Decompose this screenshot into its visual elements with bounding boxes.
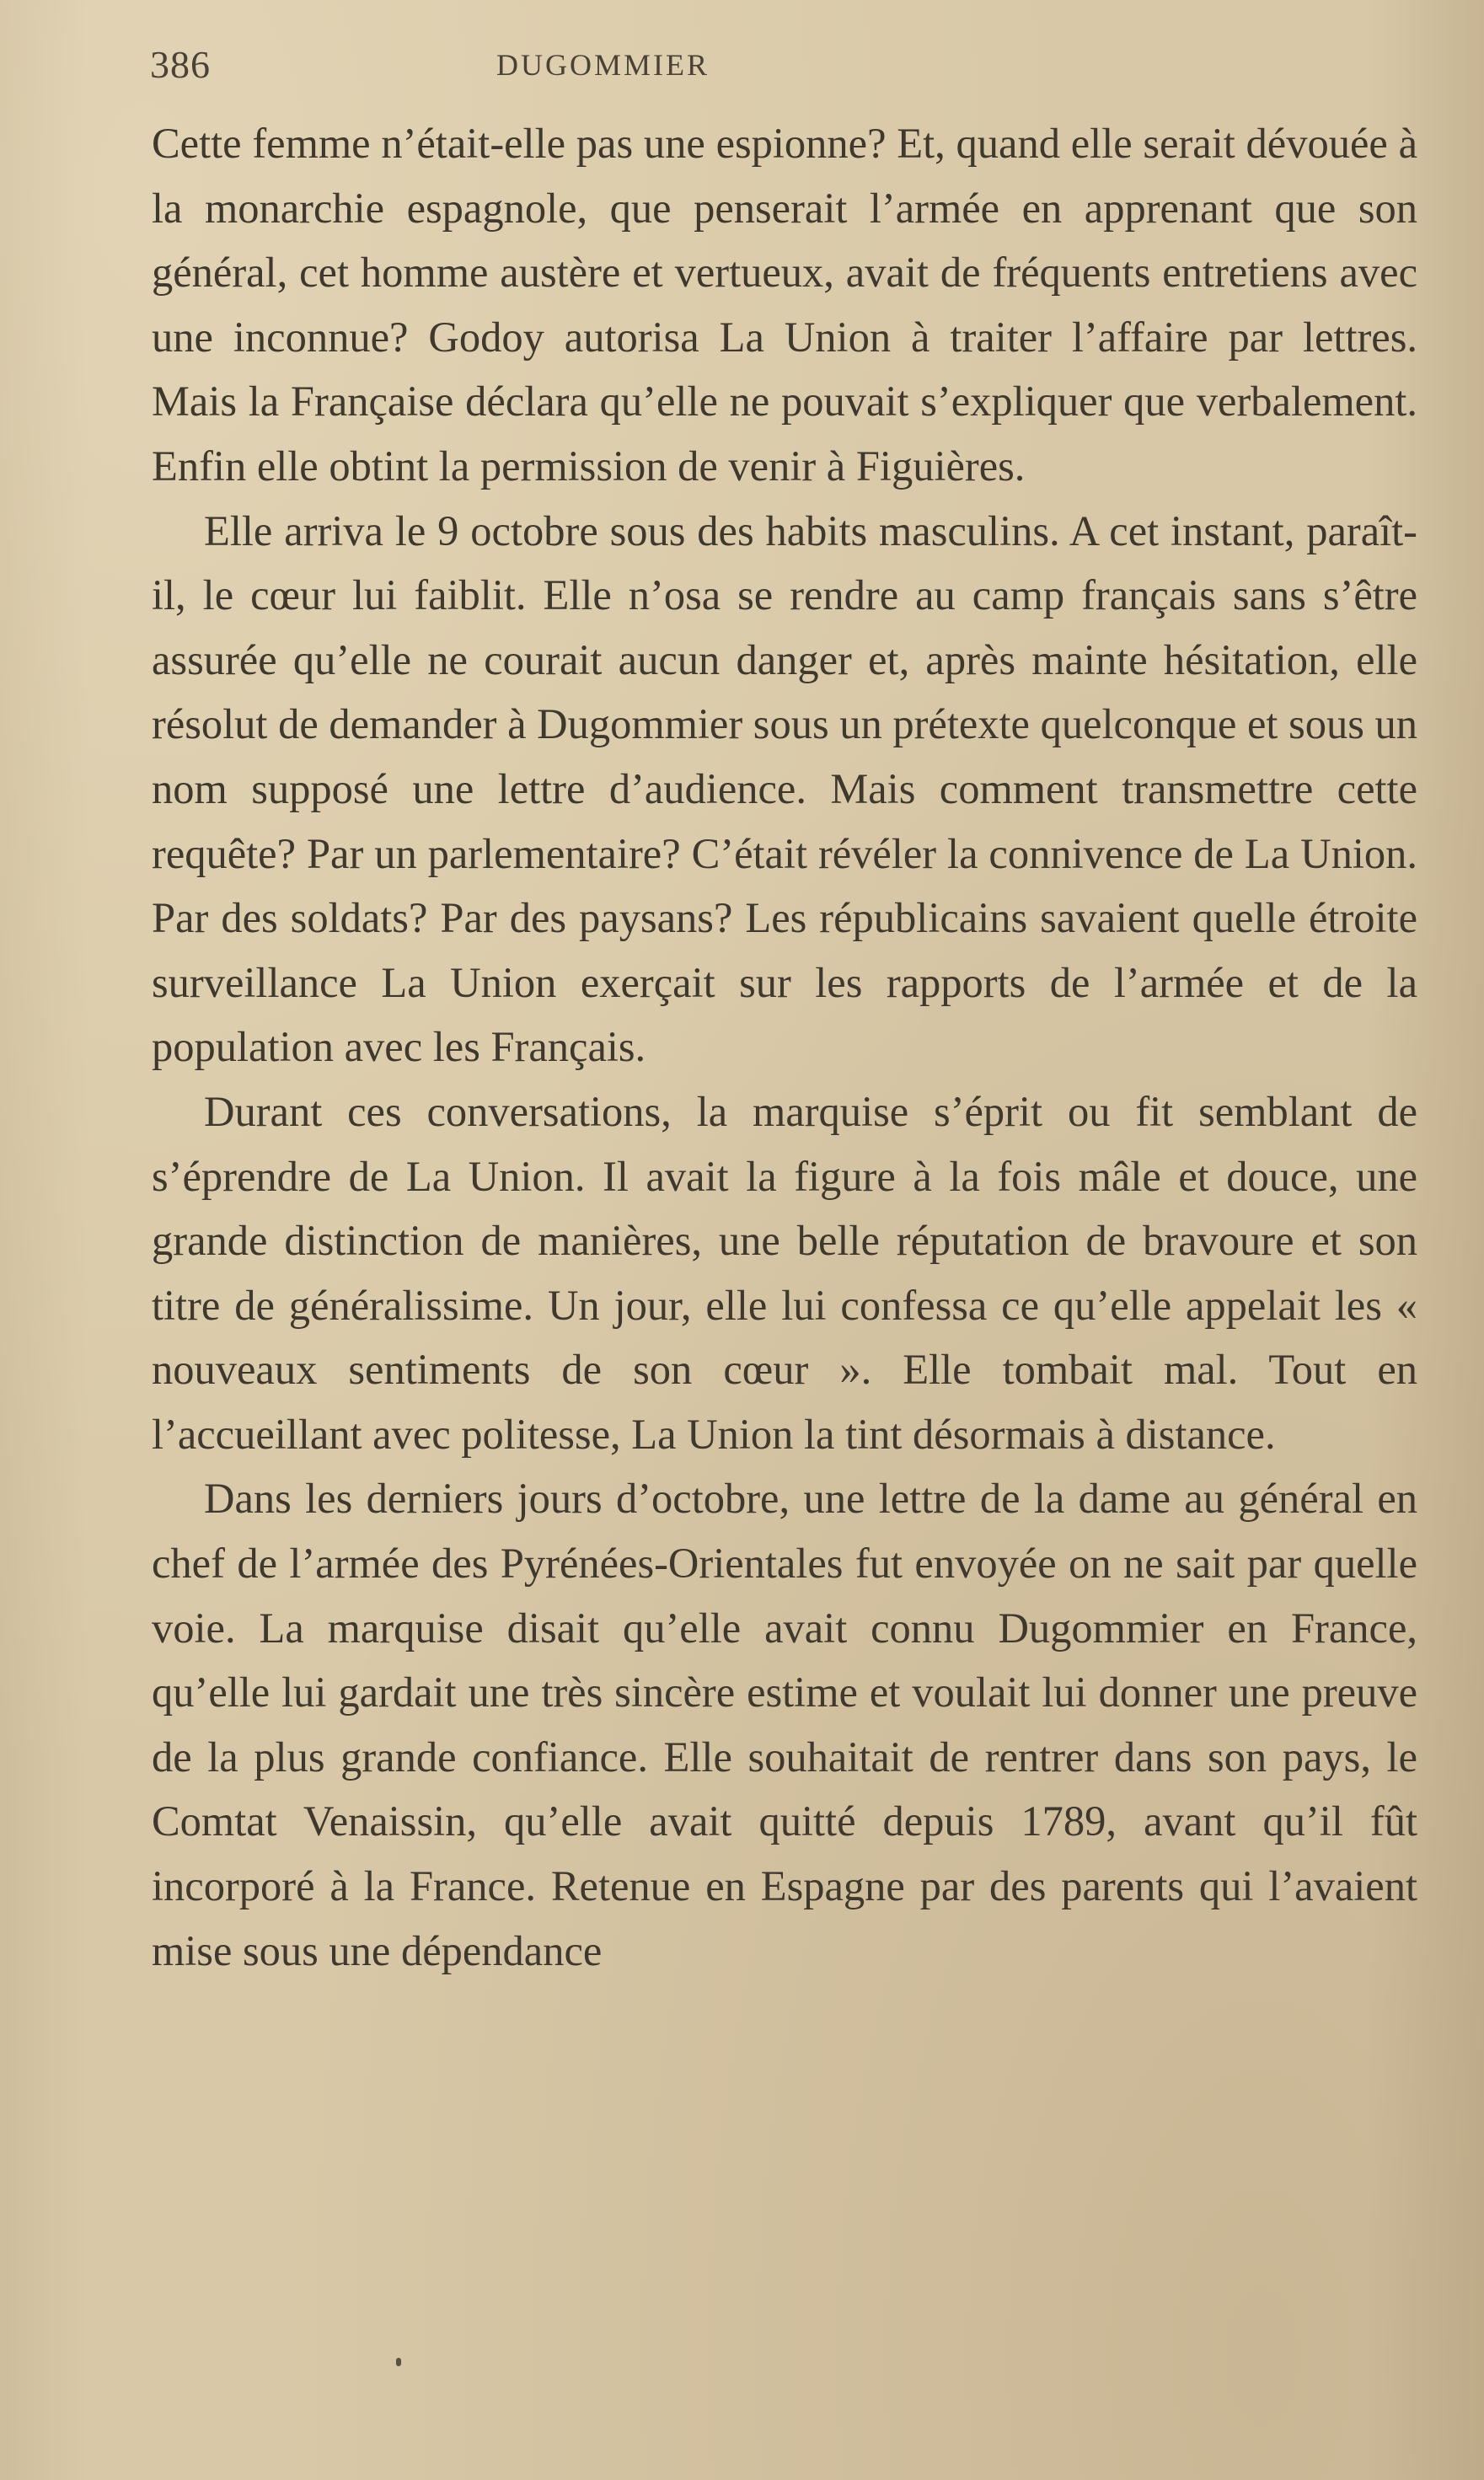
print-speck	[396, 2358, 401, 2366]
paragraph-2: Elle arriva le 9 octobre sous des habits masculins. A cet instant, paraît-il, le cœur lui faiblit. Elle n’osa se rendre au camp français sans s’être assurée qu’elle ne courait aucun danger et, après mainte hésitation, elle résolut de demander à Dugommier sous un prétexte quelconque et sous un nom supposé une lettre d’audience. Mais comment transmettre cette requête? Par un parlementaire? C’était révéler la connivence de La Union. Par des soldats? Par des paysans? Les républicains savaient quelle étroite surveillance La Union exerçait sur les rapports de l’armée et de la population avec les Français.	[152, 506, 1417, 1071]
paragraph-1: Cette femme n’était-elle pas une espionne? Et, quand elle serait dévouée à la monarchie espagnole, que penserait l’armée en apprenant que son général, cet homme austère et vertueux, avait de fréquents entretiens avec une inconnue? Godoy autorisa La Union à traiter l’affaire par lettres. Mais la Française déclara qu’elle ne pouvait s’expliquer que verbalement. Enfin elle obtint la permission de venir à Figuières.	[152, 120, 1417, 490]
running-head: DUGOMMIER	[496, 48, 710, 82]
page-header	[150, 34, 1397, 84]
paragraph-4: Dans les derniers jours d’octobre, une lettre de la dame au général en chef de l’armée des Pyrénées-Orientales fut envoyée on ne sait par quelle voie. La marquise disait qu’elle avait connu Dugommier en France, qu’elle lui gardait une très sincère estime et voulait lui donner une preuve de la plus grande confiance. Elle souhaitait de rentrer dans son pays, le Comtat Venaissin, qu’elle avait quitté depuis 1789, avant qu’il fût incorporé à la France. Retenue en Espagne par des parents qui l’avaient mise sous une dépendance	[152, 1475, 1417, 1974]
paragraph-3: Durant ces conversations, la marquise s’éprit ou fit semblant de s’éprendre de La Union. Il avait la figure à la fois mâle et douce, une grande distinction de manières, une belle réputation de bravoure et son titre de généralissime. Un jour, elle lui confessa ce qu’elle appelait les « nouveaux sentiments de son cœur ». Elle tombait mal. Tout en l’accueillant avec politesse, La Union la tint désormais à distance.	[152, 1087, 1417, 1458]
body-text	[152, 111, 1417, 1983]
page-number: 386	[150, 43, 211, 86]
